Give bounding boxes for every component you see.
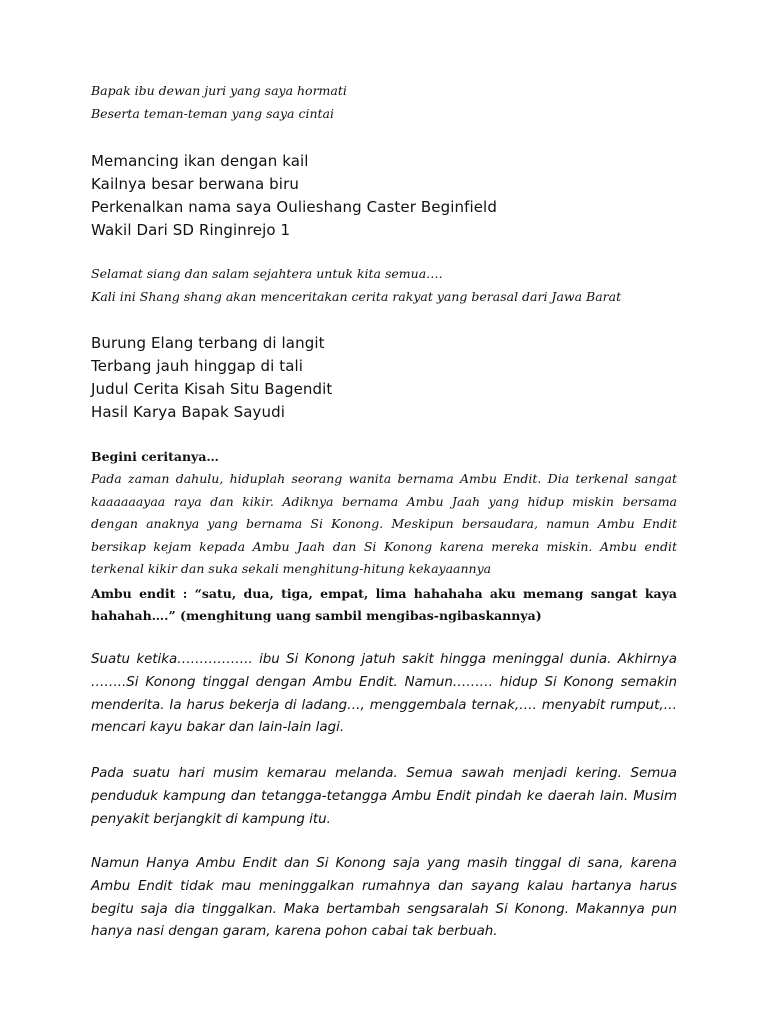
story-paragraph-namun: Namun Hanya Ambu Endit dan Si Konong saja yang masih tinggal di sana, karena Ambu Endit tidak mau meninggalkan rumahnya dan sayang kalau hartanya harus begitu saja dia tinggalkan. Maka bertambah sengsaralah Si Konong. Makannya pun hanya nasi dengan garam, karena pohon cabai tak berbuah. [91,856,677,940]
pantun2-line-4: Hasil Karya Bapak Sayudi [91,403,285,421]
greeting-line-2: Kali ini Shang shang akan menceritakan cerita rakyat yang berasal dari Jawa Barat [91,289,622,304]
pantun2-line-1: Burung Elang terbang di langit [91,334,325,352]
story-opening-paragraph: Pada zaman dahulu, hiduplah seorang wanita bernama Ambu Endit. Dia terkenal sangat kaaaaaayaa raya dan kikir. Adiknya bernama Ambu Jaah yang hidup miskin bersama dengan anaknya yang bernama Si Konong. Meskipun bersaudara, namun Ambu Endit bersikap kejam kepada Ambu Jaah dan Si Konong karena mereka miskin. Ambu endit terkenal kikir dan suka sekali menghitung-hitung kekayaannya [91,471,677,577]
greeting-line-1: Selamat siang dan salam sejahtera untuk kita semua…. [91,266,443,281]
story-heading: Begini ceritanya… [91,449,219,464]
story-paragraph-hari: Pada suatu hari musim kemarau melanda. Semua sawah menjadi kering. Semua penduduk kampung dan tetangga-tetangga Ambu Endit pindah ke daerah lain. Musim penyakit berjangkit di kampung itu. [91,766,677,827]
story-paragraph-suatu: Suatu ketika…………….. ibu Si Konong jatuh sakit hingga meninggal dunia. Akhirnya ……..Si Konong tinggal dengan Ambu Endit. Namun……… hidup Si Konong semakin menderita. Ia harus bekerja di ladang…, menggembala ternak,…. menyabit rumput,… mencari kayu bakar dan lain-lain lagi. [91,652,677,736]
pantun2-line-3: Judul Cerita Kisah Situ Bagendit [91,380,333,398]
pantun1-line-2: Kailnya besar berwana biru [91,175,299,193]
pantun-introduction [91,150,497,242]
pantun-title [91,332,332,424]
pantun2-line-2: Terbang jauh hinggap di tali [91,357,304,375]
intro-line-1: Bapak ibu dewan juri yang saya hormati [91,83,347,98]
pantun1-line-3: Perkenalkan nama saya Oulieshang Caster Beginfield [91,198,497,216]
pantun1-line-1: Memancing ikan dengan kail [91,152,309,170]
story-quote: Ambu endit : “satu, dua, tiga, empat, lima hahahaha aku memang sangat kaya hahahah….” (menghitung uang sambil mengibas-ngibaskannya) [91,586,677,623]
intro-line-2: Beserta teman-teman yang saya cintai [91,106,334,121]
pantun1-line-4: Wakil Dari SD Ringinrejo 1 [91,221,291,239]
